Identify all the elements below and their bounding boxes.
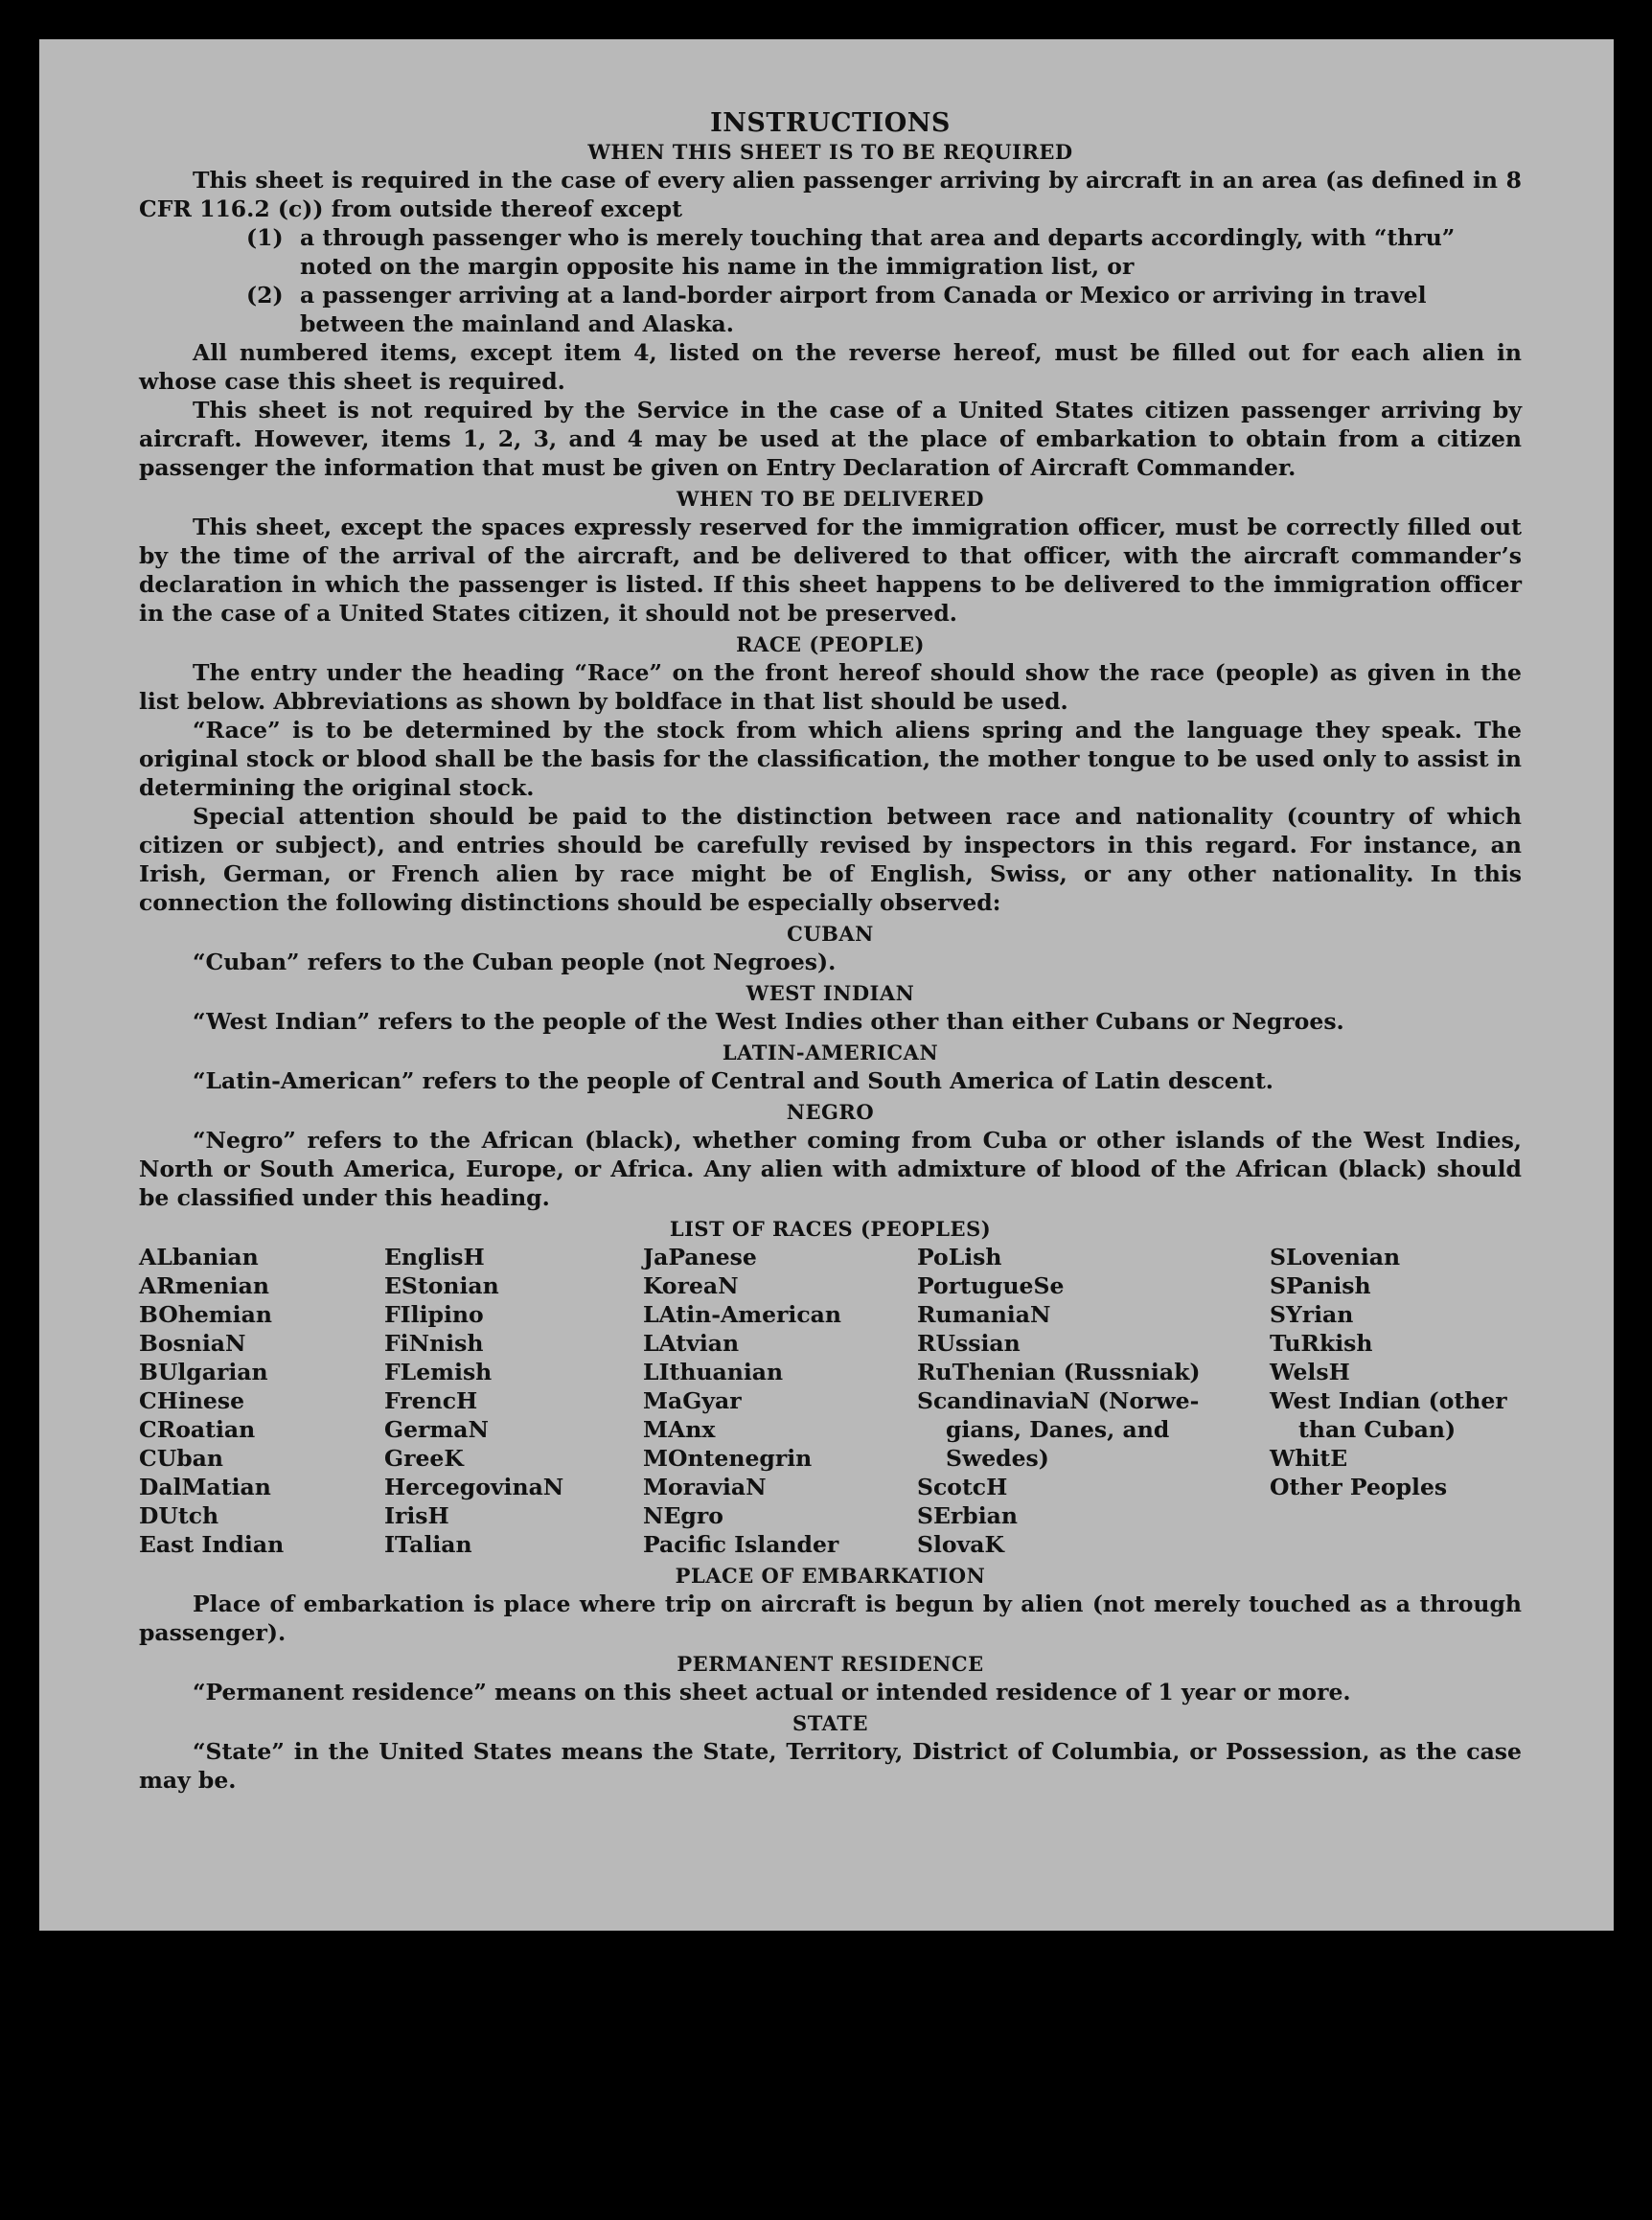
heading-latin-american: LATIN-AMERICAN [722,1041,939,1064]
race-entry-continued: than Cuban) [1298,1416,1457,1443]
race-entry: MoraviaN [643,1474,767,1500]
race-entry: BUlgarian [139,1359,268,1385]
race-entry: LAtin-American [643,1301,841,1328]
race-entry: IrisH [384,1502,449,1529]
race-entry: RuThenian (Russniak) [917,1359,1201,1385]
paragraph: This sheet, except the spaces expressly reserved for the immigration officer, must be correctly filled out by the time of the arrival of the aircraft, and be delivered to that officer, with the aircraft commander’s declaration in which the passenger is listed. If this sheet happens to be delivered to the immigration officer in the case of a United States citizen, it should not be preserved. [139,514,1522,627]
race-entry: CRoatian [139,1416,256,1443]
item-text: a passenger arriving at a land-border airport from Canada or Mexico or arriving in travel between the mainland and Alaska. [300,282,1427,337]
race-entry: ARmenian [139,1272,269,1299]
race-column [643,1243,917,1559]
race-entry: FLemish [384,1359,493,1385]
race-entry: NEgro [643,1502,723,1529]
race-entry: EStonian [384,1272,499,1299]
race-entry: SErbian [917,1502,1018,1529]
list-item [246,223,1522,281]
heading-negro: NEGRO [786,1100,875,1124]
paragraph: “State” in the United States means the State, Territory, District of Columbia, or Possession, as the case may be. [139,1738,1522,1794]
paragraph: “Negro” refers to the African (black), whether coming from Cuba or other islands of the West Indies, North or South America, Europe, or Africa. Any alien with admixture of blood of the African (black) should be classified under this heading. [139,1127,1522,1211]
paragraph: “Cuban” refers to the Cuban people (not Negroes). [193,949,837,975]
heading-west-indian: WEST INDIAN [746,981,915,1005]
race-entry: DalMatian [139,1474,271,1500]
race-entry: ScotcH [917,1474,1008,1500]
heading-when-required: WHEN THIS SHEET IS TO BE REQUIRED [587,140,1073,164]
race-entry: Other Peoples [1270,1474,1448,1500]
race-entry: SPanish [1270,1272,1371,1299]
race-entry: FiNnish [384,1330,484,1357]
race-entry: WelsH [1270,1359,1350,1385]
race-entry: ScandinaviaN (Norwe- [917,1387,1200,1414]
race-entry: DUtch [139,1502,219,1529]
paragraph: “Permanent residence” means on this sheet actual or intended residence of 1 year or more. [193,1679,1351,1705]
paragraph: All numbered items, except item 4, listed on the reverse hereof, must be filled out for each alien in whose case this sheet is required. [139,339,1522,395]
list-item [246,281,1522,338]
item-number: (2) [246,282,284,309]
race-entry: FrencH [384,1387,478,1414]
race-entry: JaPanese [643,1244,757,1270]
race-entry: West Indian (other [1270,1387,1507,1414]
race-entry: KoreaN [643,1272,739,1299]
race-entry: WhitE [1270,1445,1348,1472]
race-entry: MAnx [643,1416,716,1443]
race-entry: MOntenegrin [643,1445,813,1472]
paragraph: “Latin-American” refers to the people of Central and South America of Latin descent. [193,1067,1273,1094]
paragraph: This sheet is required in the case of every alien passenger arriving by aircraft in an area (as defined in 8 CFR 116.2 (c)) from outside thereof except [139,167,1522,222]
race-entry: MaGyar [643,1387,742,1414]
race-entry: SlovaK [917,1531,1004,1558]
race-column [384,1243,643,1559]
heading-list-of-races: LIST OF RACES (PEOPLES) [669,1217,992,1241]
race-entry: GermaN [384,1416,489,1443]
race-entry: GreeK [384,1445,464,1472]
race-entry: LIthuanian [643,1359,784,1385]
race-entry: ALbanian [139,1244,259,1270]
race-entry: CUban [139,1445,223,1472]
race-entry: RumaniaN [917,1301,1051,1328]
race-entry: SYrian [1270,1301,1354,1328]
race-entry-continued: Swedes) [946,1445,1049,1472]
race-entry: ITalian [384,1531,472,1558]
race-entry: PortugueSe [917,1272,1065,1299]
race-entry: BosniaN [139,1330,246,1357]
item-text: a through passenger who is merely touching that area and departs accordingly, with “thru” noted on the margin opposite his name in the immigration list, or [300,224,1456,280]
paragraph: The entry under the heading “Race” on the front hereof should show the race (people) as given in the list below. Abbreviations as shown by boldface in that list should be used. [139,659,1522,715]
heading-embarkation: PLACE OF EMBARKATION [675,1564,986,1588]
race-entry: BOhemian [139,1301,272,1328]
paragraph: “Race” is to be determined by the stock from which aliens spring and the language they speak. The original stock or blood shall be the basis for the classification, the mother tongue to be used only to assist in determining the original stock. [139,717,1522,801]
race-entry: PoLish [917,1244,1002,1270]
race-entry: FIlipino [384,1301,484,1328]
race-column [1270,1243,1521,1559]
race-list [139,1243,1522,1559]
race-entry: EnglisH [384,1244,485,1270]
race-entry: HercegovinaN [384,1474,564,1500]
race-entry: TuRkish [1270,1330,1373,1357]
race-entry: RUssian [917,1330,1021,1357]
heading-cuban: CUBAN [787,922,874,946]
paragraph: “West Indian” refers to the people of the West Indies other than either Cubans or Negroes. [193,1008,1344,1035]
race-entry: SLovenian [1270,1244,1401,1270]
paragraph: This sheet is not required by the Service in the case of a United States citizen passenger arriving by aircraft. However, items 1, 2, 3, and 4 may be used at the place of embarkation to obtain from a citizen passenger the information that must be given on Entry Declaration of Aircraft Commander. [139,397,1522,481]
item-number: (1) [246,224,284,251]
race-column [139,1243,384,1559]
page-title: INSTRUCTIONS [710,108,951,138]
heading-permanent-residence: PERMANENT RESIDENCE [677,1652,984,1676]
paragraph: Special attention should be paid to the distinction between race and nationality (country of which citizen or subject), and entries should be carefully revised by inspectors in this regard. For instance, an Irish, German, or French alien by race might be of English, Swiss, or any other nationality. In this connection the following distinctions should be especially observed: [139,803,1522,916]
heading-when-delivered: WHEN TO BE DELIVERED [676,487,984,511]
race-entry-continued: gians, Danes, and [946,1416,1170,1443]
heading-race: RACE (PEOPLE) [736,632,925,656]
paragraph: Place of embarkation is place where trip on aircraft is begun by alien (not merely touched as a through passenger). [139,1591,1522,1646]
heading-state: STATE [792,1711,868,1735]
race-entry: Pacific Islander [643,1531,839,1558]
race-entry: East Indian [139,1531,285,1558]
race-column [917,1243,1270,1559]
instruction-sheet [39,39,1614,1931]
race-entry: LAtvian [643,1330,740,1357]
race-entry: CHinese [139,1387,245,1414]
